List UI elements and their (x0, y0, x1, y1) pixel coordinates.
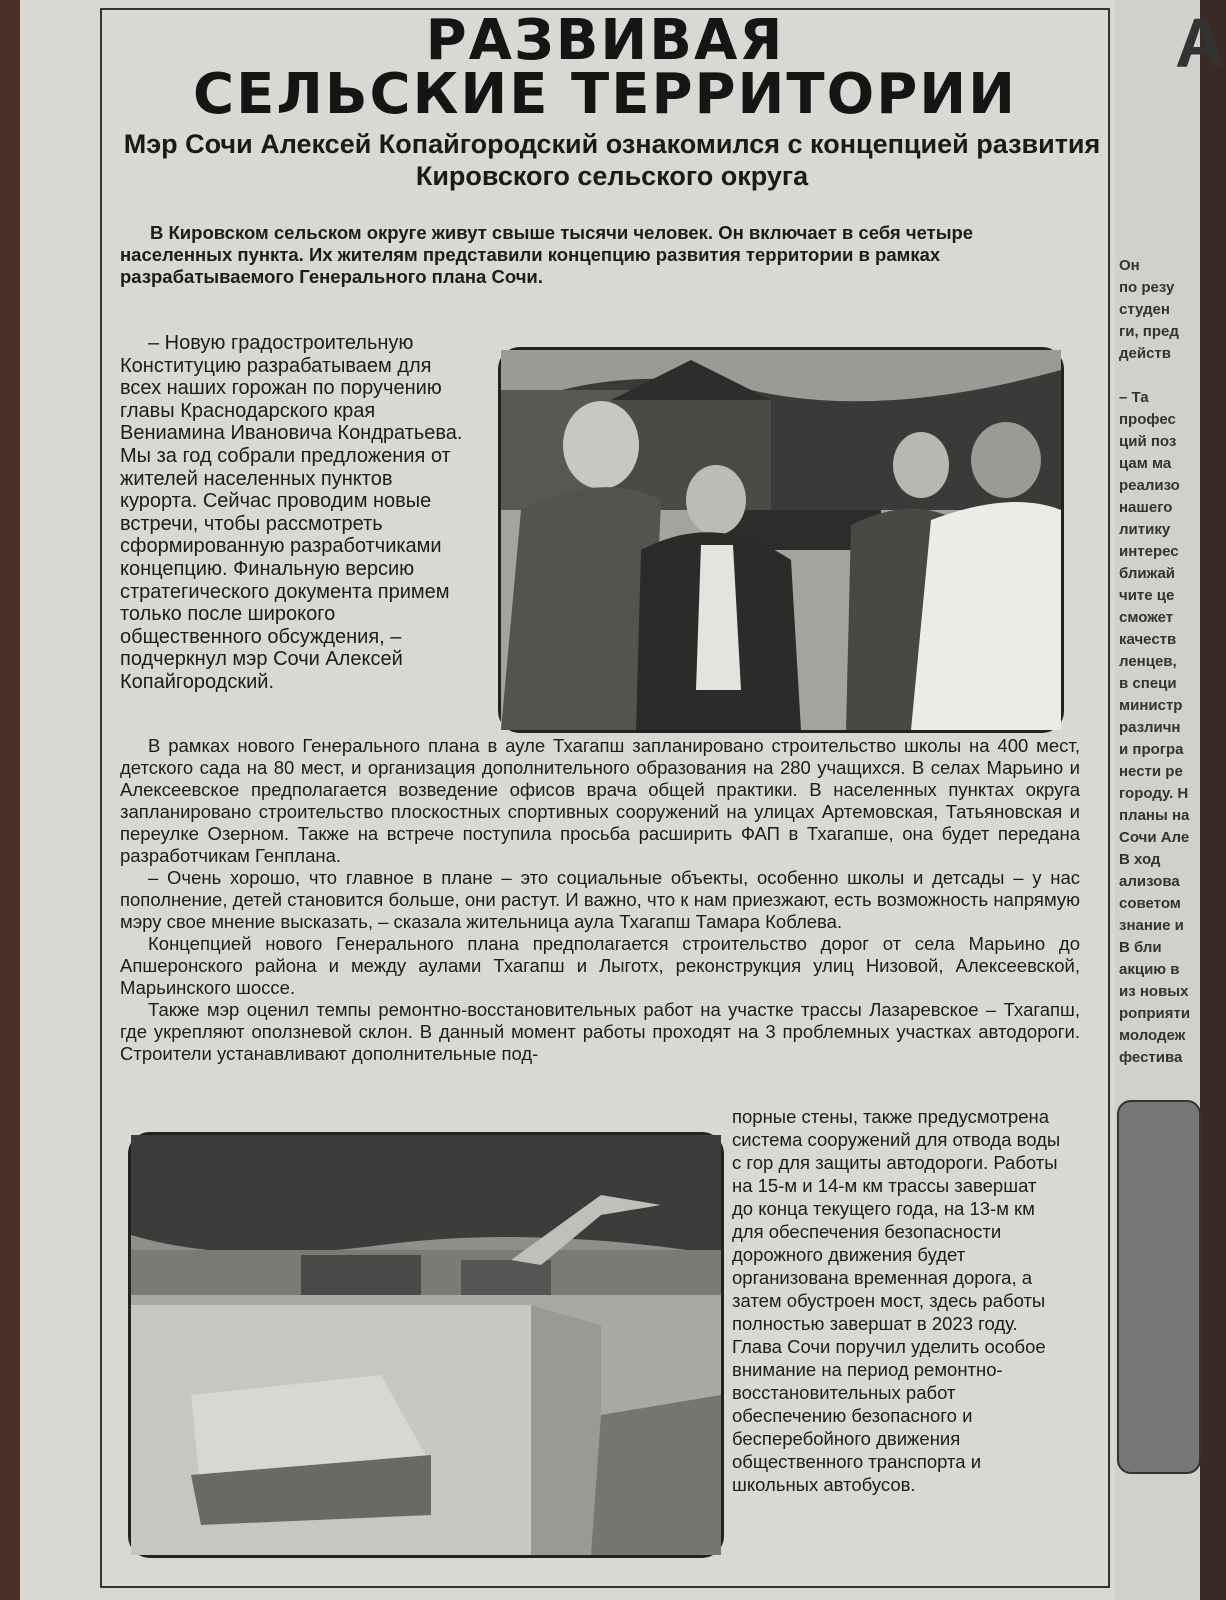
newspaper-page (20, 0, 1226, 1600)
paragraph-retaining-walls: порные стены, также предусмотрена система сооружений для отвода воды с гор для защиты автодороги. Работы на 15-м и 14-м км трассы завершат до конца текущего года, на 13-м км для обеспечения безопасности дорожного движения будет организована временная дорога, а затем обустроен мост, здесь работы полностью завершат в 2023 году. Глава Сочи поручил уделить особое внимание на период ремонтно-восстановительных работ обеспечению безопасного и бесперебойного движения общественного транспорта и школьных автобусов. (732, 1106, 1061, 1495)
neighbor-text-line: – Та (1119, 389, 1149, 406)
paragraph-plan: В рамках нового Генерального плана в ауле Тхагапш запланировано строительство школы на 400 мест, детского сада на 80 мест, и организация дополнительного образования на 280 учащихся. В селах Марьино и Алексеевское предполагается возведение офисов врача общей практики. В населенных пунктах округа запланировано строительство плоскостных спортивных сооружений на улицах Артемовская, Татьяновская и переулке Озерном. Также на встрече поступила просьба расширить ФАП в Тхагапше, она будет передана разработчикам Генплана. (120, 735, 1080, 866)
neighbor-text-line: В ход (1119, 851, 1161, 868)
neighbor-text-line: в специ (1119, 675, 1177, 692)
neighbor-text-line: В бли (1119, 939, 1162, 956)
neighbor-text-line: городу. Н (1119, 785, 1189, 802)
neighbor-text-line: сможет (1119, 609, 1174, 626)
neighbor-text-fragment (1119, 255, 1190, 1069)
quote-paragraph: – Новую градостроительную Конституцию разрабатываем для всех наших горожан по поручению главы Краснодарского края Вениамина Ивановича Кондратьева. Мы за год собрали предложения от жителей населенных пунктов курорта. Сейчас проводим новые встречи, чтобы рассмотреть сформированную разработчиками концепцию. Финальную версию стратегического документа примем только после широкого общественного обсуждения, – подчеркнул мэр Сочи Алексей Копайгородский. (120, 332, 463, 693)
neighbor-text-line: студен (1119, 301, 1170, 318)
neighbor-text-line: ций поз (1119, 433, 1177, 450)
neighbor-text-line: литику (1119, 521, 1171, 538)
background-edge (0, 0, 20, 1600)
neighbor-text-line: из новых (1119, 983, 1189, 1000)
headline-line-1: РАЗВИВАЯ (425, 8, 785, 73)
neighbor-text-line: министр (1119, 697, 1183, 714)
neighbor-text-line: ги, пред (1119, 323, 1179, 340)
neighbor-text-line: молодеж (1119, 1027, 1186, 1044)
article (100, 8, 1110, 1588)
neighbor-text-line: нести ре (1119, 763, 1183, 780)
neighbor-text-line: цам ма (1119, 455, 1172, 472)
neighbor-text-line: Он (1119, 257, 1140, 274)
neighbor-text-line: акцию в (1119, 961, 1180, 978)
main-text (120, 735, 1080, 1065)
paragraph-repairs: Также мэр оценил темпы ремонтно-восстановительных работ на участке трассы Лазаревское – Тхагапш, где укрепляют оползневой склон. В данный момент работы проходят на 3 проблемных участках автодороги. Строители устанавливают дополнительные под- (120, 999, 1080, 1064)
neighbor-text-line: интерес (1119, 543, 1179, 560)
neighbor-text-line: Сочи Але (1119, 829, 1190, 846)
neighbor-text-line: ализова (1119, 873, 1180, 890)
neighbor-text-line: ближай (1119, 565, 1176, 582)
neighbor-text-line: и програ (1119, 741, 1184, 758)
neighbor-text-line: нашего (1119, 499, 1173, 516)
construction-photo (128, 1132, 724, 1558)
left-column (120, 332, 472, 694)
neighbor-text-line: качеств (1119, 631, 1177, 648)
neighbor-text-line: реализо (1119, 477, 1180, 494)
right-text-column (732, 1105, 1062, 1496)
neighbor-photo-fragment (1117, 1100, 1201, 1474)
neighbor-headline-fragment: А (1175, 4, 1226, 82)
paragraph-roads: Концепцией нового Генерального плана предполагается строительство дорог от села Марьино до Апшеронского района и между аулами Тхагапш и Лыготх, реконструкция улиц Низовой, Алексеевской, Марьинского шоссе. (120, 933, 1080, 998)
neighbor-text-line: действ (1119, 345, 1171, 362)
neighbor-article-edge (1115, 0, 1226, 1600)
neighbor-text-line (1119, 365, 1190, 387)
neighbor-text-line: советом (1119, 895, 1181, 912)
neighbor-text-line: по резу (1119, 279, 1175, 296)
headline (102, 8, 1108, 127)
headline-line-2: СЕЛЬСКИЕ ТЕРРИТОРИИ (192, 62, 1018, 127)
subheadline: Мэр Сочи Алексей Копайгородский ознакомился с концепцией развития Кировского сельского округа (123, 129, 1101, 191)
meeting-photo (498, 347, 1064, 733)
lead-paragraph: В Кировском сельском округе живут свыше тысячи человек. Он включает в себя четыре населенных пункта. Их жителям представили концепцию развития территории в рамках разрабатываемого Генерального плана Сочи. (120, 222, 974, 287)
neighbor-text-line: роприяти (1119, 1005, 1191, 1022)
neighbor-text-line: планы на (1119, 807, 1190, 824)
neighbor-text-line: знание и (1119, 917, 1184, 934)
neighbor-text-line: профес (1119, 411, 1176, 428)
neighbor-text-line: различн (1119, 719, 1181, 736)
paragraph-resident-quote: – Очень хорошо, что главное в плане – это социальные объекты, особенно школы и детсады – у нас пополнение, детей становится больше, они растут. И важно, что к нам приезжают, есть возможность напрямую мэру свое мнение высказать, – сказала жительница аула Тхагапш Тамара Коблева. (120, 867, 1080, 932)
neighbor-text-line: чите це (1119, 587, 1175, 604)
neighbor-text-line: фестива (1119, 1049, 1183, 1066)
neighbor-text-line: ленцев, (1119, 653, 1177, 670)
